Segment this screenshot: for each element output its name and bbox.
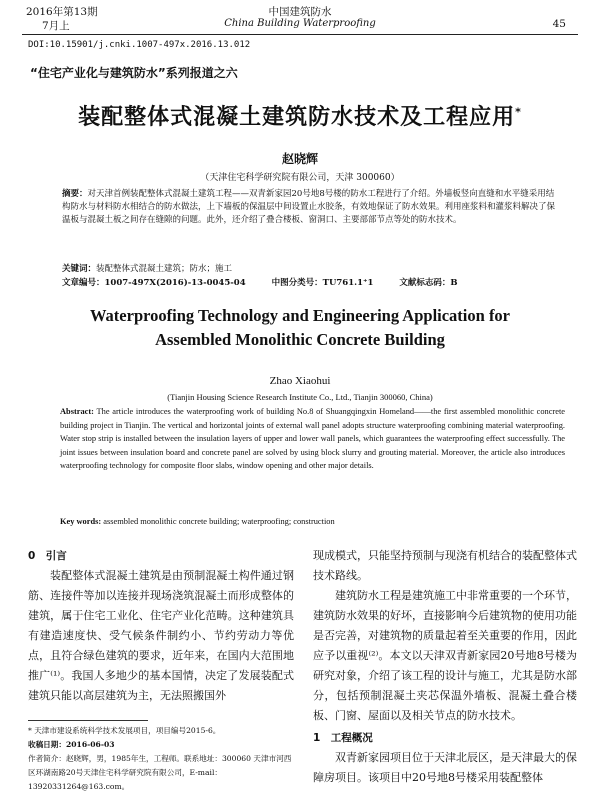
footnote-rule bbox=[28, 720, 148, 721]
doi: DOI:10.15901/j.cnki.1007-497x.2016.13.012 bbox=[28, 40, 251, 50]
body-right-column bbox=[313, 546, 577, 788]
abstract-en bbox=[60, 405, 565, 473]
abstract-en-text: The article introduces the waterproofing work of building No.8 of Shuangqingxin Homeland——the first assembled monolithic concrete building project in Tianjin. The vertical and horizontal joints of external wall panel adopts structure waterproofing combining material waterproofing. Water stop strip is installed between the insulation layers of upper and lower wall panels, which guarantees the waterproofing effect successfully. The joint issues between insulation board and concrete panel are solved by using block slurry and grouting material. Moreover, the article also introduces waterproofing technology for composite floor slabs, window opening and other major details. bbox=[60, 407, 565, 470]
abstract-cn-label: 摘要： bbox=[62, 189, 88, 199]
abstract-en-label: Abstract: bbox=[60, 407, 94, 416]
title-footnote-mark: * bbox=[515, 105, 522, 119]
section-0-heading: 0 引言 bbox=[28, 550, 67, 562]
footnote-fund: * 天津市建设系统科学技术发展项目，项目编号2015-6。 bbox=[28, 726, 221, 735]
header-rule bbox=[22, 34, 578, 35]
author-cn: 赵晓辉 bbox=[281, 152, 318, 166]
body-left-column bbox=[28, 546, 294, 706]
document-code: 文献标志码：B bbox=[399, 278, 458, 288]
affiliation-en: (Tianjin Housing Science Research Institute Co., Ltd., Tianjin 300060, China) bbox=[167, 392, 433, 402]
affiliation-cn: （天津住宅科学研究院有限公司，天津 300060） bbox=[200, 173, 400, 183]
abstract-cn-text: 对天津首例装配整体式混凝土建筑工程——双青新家园20号地8号楼的防水工程进行了介绍。外墙板竖向直缝和水平缝采用结构防水与材料防水相结合的防水做法，上下墙板的保温层中间设置止水胶条，有效地保证了防水效果。利用座浆料和灌浆料解决了保温板与混凝土板之间存在缝隙的问题。此外，还介绍了叠合楼板、窗洞口、主要部部节点等处的防水技术。 bbox=[62, 189, 556, 225]
footnote-received: 收稿日期：2016-06-03 bbox=[28, 740, 115, 749]
title-en-line1: Waterproofing Technology and Engineering Application for bbox=[89, 306, 511, 325]
journal-name-en: China Building Waterproofing bbox=[224, 18, 376, 29]
article-number: 文章编号：1007-497X(2016)-13-0045-04 bbox=[62, 278, 246, 288]
title-en-line2: Assembled Monolithic Concrete Building bbox=[155, 330, 445, 349]
keywords-en bbox=[60, 517, 565, 526]
footnote-author-info: 作者简介：赵晓辉，男，1985年生，工程师。联系地址：300060 天津市河西区环湖南路20号天津住宅科学研究院有限公司，E-mail：13920331264@163.com。 bbox=[28, 754, 292, 791]
keywords-en-text: assembled monolithic concrete building; waterproofing; construction bbox=[103, 517, 335, 526]
title-cn bbox=[0, 100, 600, 131]
title-cn-text: 装配整体式混凝土建筑防水技术及工程应用 bbox=[78, 105, 516, 130]
clc-number: 中图分类号：TU761.1⁺1 bbox=[271, 278, 374, 288]
keywords-cn bbox=[62, 262, 562, 274]
article-metadata bbox=[62, 276, 582, 288]
abstract-cn bbox=[62, 188, 562, 226]
paragraph-project-overview: 双青新家园项目位于天津北辰区，是天津最大的保障房项目。该项目中20号地8号楼采用装配整体 bbox=[313, 751, 577, 784]
paragraph-continued: 现成模式，只能坚持预制与现浇有机结合的装配整体式技术路线。 bbox=[313, 549, 577, 582]
series-label: “住宅产业化与建筑防水”系列报道之六 bbox=[30, 66, 238, 80]
keywords-cn-label: 关键词： bbox=[62, 264, 97, 274]
page-number: 45 bbox=[552, 18, 566, 30]
author-en: Zhao Xiaohui bbox=[269, 375, 331, 387]
title-en bbox=[0, 304, 600, 352]
keywords-en-label: Key words: bbox=[60, 517, 102, 526]
section-1-heading: 1 工程概况 bbox=[313, 732, 373, 744]
issue-month: 7月上 bbox=[42, 20, 70, 32]
paragraph-waterproofing: 建筑防水工程是建筑施工中非常重要的一个环节，建筑防水效果的好坏，直接影响今后建筑物的使用功能是否完善，对建筑物的质量起着至关重要的作用，因此应予以重视⁽²⁾。本文以天津双青新家园20号地8号楼为研究对象，介绍了该工程的设计与施工，尤其是防水部分，包括预制混凝土夹芯保温外墙板、混凝土叠合楼板、门窗、屋面以及相关节点的防水技术。 bbox=[313, 589, 577, 722]
keywords-cn-text: 装配整体式混凝土建筑；防水；施工 bbox=[96, 264, 233, 274]
paragraph-intro: 装配整体式混凝土建筑是由预制混凝土构件通过钢筋、连接件等加以连接并现场浇筑混凝土而形成整体的建筑，属于住宅工业化、住宅产业化范畴。这种建筑具有建造速度快、受气候条件制约小、节约劳动力等优点，且符合绿色建筑的要求，近年来，在国内大范围地推广⁽¹⁾。我国人多地少的基本国情，决定了发展装配式建筑只能以高层建筑为主，无法照搬国外 bbox=[28, 569, 294, 702]
journal-name-cn: 中国建筑防水 bbox=[268, 6, 332, 18]
issue-number: 2016年第13期 bbox=[26, 6, 98, 18]
